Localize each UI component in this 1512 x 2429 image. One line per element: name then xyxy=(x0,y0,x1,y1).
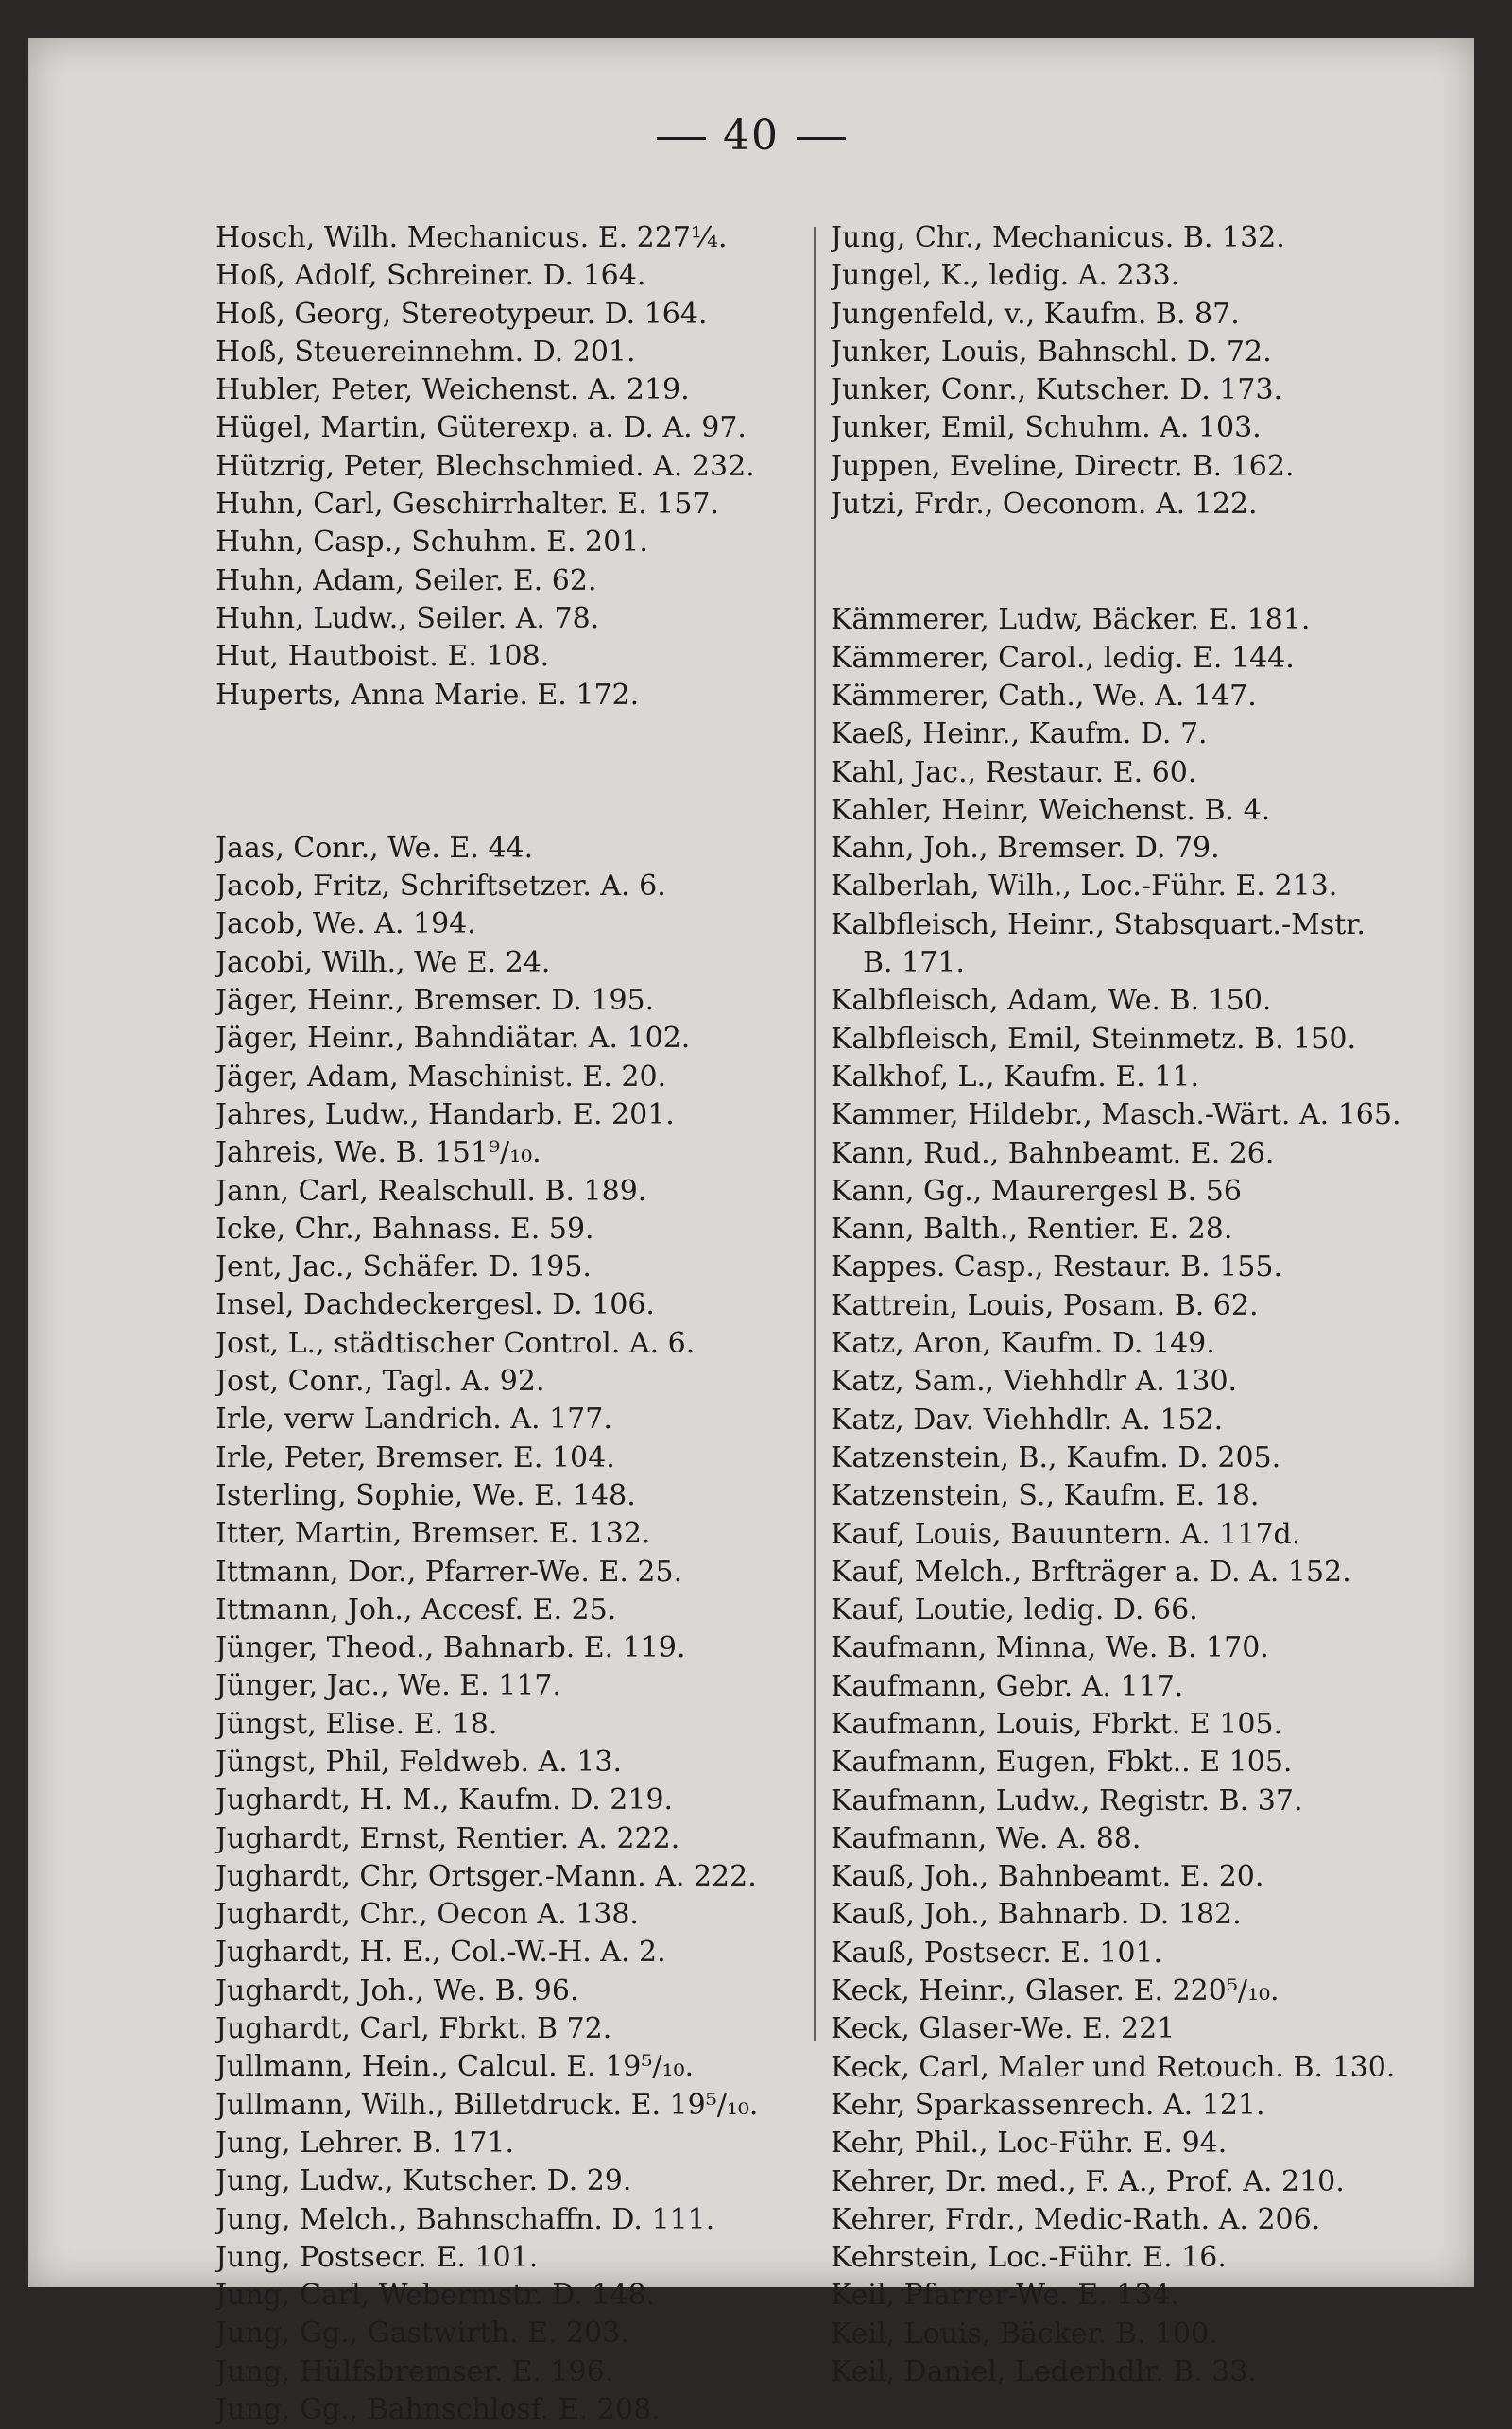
directory-entry: Hoß, Adolf, Schreiner. D. 164. xyxy=(215,259,646,293)
header-dash-left xyxy=(657,137,706,140)
directory-entry: Kauf, Melch., Brfträger a. D. A. 152. xyxy=(831,1555,1351,1589)
directory-entry: Kaufmann, Eugen, Fbkt.. E 105. xyxy=(831,1746,1293,1780)
directory-entry: Junker, Louis, Bahnschl. D. 72. xyxy=(831,335,1272,369)
directory-entry: Jughardt, Joh., We. B. 96. xyxy=(215,1973,579,2007)
directory-entry: Kalberlah, Wilh., Loc.-Führ. E. 213. xyxy=(831,870,1338,904)
directory-entry: Jann, Carl, Realschull. B. 189. xyxy=(215,1174,647,1208)
directory-entry: Jungel, K., ledig. A. 233. xyxy=(831,259,1180,293)
right-column xyxy=(831,219,1445,2391)
directory-entry: Huperts, Anna Marie. E. 172. xyxy=(215,678,640,712)
directory-entry: Jughardt, H. E., Col.-W.-H. A. 2. xyxy=(215,1936,666,1970)
directory-entry: Kattrein, Louis, Posam. B. 62. xyxy=(831,1288,1259,1322)
directory-entry: Keck, Heinr., Glaser. E. 220⁵/₁₀. xyxy=(831,1974,1280,2008)
directory-entry: Hosch, Wilh. Mechanicus. E. 227¼. xyxy=(215,221,728,254)
left-column xyxy=(215,219,820,2429)
directory-entry: Jughardt, Chr., Oecon A. 138. xyxy=(215,1898,639,1932)
directory-entry: Ittmann, Joh., Accesf. E. 25. xyxy=(215,1593,617,1627)
directory-entry: Jacob, Fritz, Schriftsetzer. A. 6. xyxy=(215,870,666,904)
directory-entry: Irle, Peter, Bremser. E. 104. xyxy=(215,1440,615,1474)
directory-entry: Junker, Emil, Schuhm. A. 103. xyxy=(831,411,1262,445)
directory-entry: Jung, Melch., Bahnschaffn. D. 111. xyxy=(215,2202,715,2236)
directory-entry: Insel, Dachdeckergesl. D. 106. xyxy=(215,1288,655,1322)
directory-entry: Huhn, Adam, Seiler. E. 62. xyxy=(215,563,597,597)
directory-entry: Jung, Lehrer. B. 171. xyxy=(215,2126,515,2160)
directory-entry: Jughardt, Ernst, Rentier. A. 222. xyxy=(215,1821,680,1855)
directory-entry: Jacobi, Wilh., We E. 24. xyxy=(215,945,551,979)
page-header xyxy=(28,112,1474,160)
directory-entry: Kehrer, Dr. med., F. A., Prof. A. 210. xyxy=(831,2164,1345,2198)
directory-entry: Jaas, Conr., We. E. 44. xyxy=(215,831,534,865)
directory-entry: Kahl, Jac., Restaur. E. 60. xyxy=(831,755,1197,789)
directory-entry: Kaufmann, Ludw., Registr. B. 37. xyxy=(831,1783,1303,1817)
directory-entry: Jutzi, Frdr., Oeconom. A. 122. xyxy=(831,488,1258,522)
directory-entry: Kammer, Hildebr., Masch.-Wärt. A. 165. xyxy=(831,1098,1401,1132)
directory-entry: Kalkhof, L., Kaufm. E. 11. xyxy=(831,1059,1200,1094)
directory-entry: Kappes. Casp., Restaur. B. 155. xyxy=(831,1250,1283,1284)
directory-entry: Jünger, Theod., Bahnarb. E. 119. xyxy=(215,1631,686,1665)
directory-entry: Ittmann, Dor., Pfarrer-We. E. 25. xyxy=(215,1555,683,1589)
directory-entry: Jacob, We. A. 194. xyxy=(215,907,476,941)
directory-entry: Kauß, Postsecr. E. 101. xyxy=(831,1936,1163,1970)
directory-entry: Jung, Gg., Bahnschlosf. E. 208. xyxy=(215,2393,661,2427)
page-number: 40 xyxy=(723,112,780,160)
directory-entry: Jäger, Heinr., Bahndiätar. A. 102. xyxy=(215,1022,691,1056)
directory-entry: Kaufmann, We. A. 88. xyxy=(831,1821,1142,1855)
directory-entry: Jost, L., städtischer Control. A. 6. xyxy=(215,1326,696,1360)
directory-entry: Kehr, Phil., Loc-Führ. E. 94. xyxy=(831,2127,1228,2161)
directory-entry: Keck, Carl, Maler und Retouch. B. 130. xyxy=(831,2050,1396,2084)
directory-entry: Huhn, Carl, Geschirrhalter. E. 157. xyxy=(215,488,720,522)
directory-entry: Kauß, Joh., Bahnbeamt. E. 20. xyxy=(831,1860,1264,1894)
directory-entry: Jung, Chr., Mechanicus. B. 132. xyxy=(831,221,1285,254)
directory-entry: Kann, Rud., Bahnbeamt. E. 26. xyxy=(831,1136,1275,1170)
directory-entry: Kämmerer, Ludw, Bäcker. E. 181. xyxy=(831,603,1311,637)
directory-entry: Hügel, Martin, Güterexp. a. D. A. 97. xyxy=(215,411,747,445)
directory-entry: Jüngst, Phil, Feldweb. A. 13. xyxy=(215,1745,623,1779)
directory-entry: Jüngst, Elise. E. 18. xyxy=(215,1707,498,1741)
block-j-continued xyxy=(831,219,1445,524)
block-gap xyxy=(215,715,820,830)
directory-entry: Jahreis, We. B. 151⁹/₁₀. xyxy=(215,1136,541,1170)
directory-entry: Jullmann, Wilh., Billetdruck. E. 19⁵/₁₀. xyxy=(215,2088,759,2122)
block-k-continued xyxy=(831,982,1445,2391)
directory-entry: Jünger, Jac., We. E. 117. xyxy=(215,1669,562,1703)
directory-entry: Hut, Hautboist. E. 108. xyxy=(215,640,550,674)
block-gap xyxy=(831,524,1445,601)
directory-entry: Kaeß, Heinr., Kaufm. D. 7. xyxy=(831,717,1208,751)
directory-entry: Jent, Jac., Schäfer. D. 195. xyxy=(215,1250,592,1284)
directory-entry: Junker, Conr., Kutscher. D. 173. xyxy=(831,373,1283,407)
directory-page xyxy=(28,38,1474,2427)
directory-entry: Keil, Pfarrer-We. E. 134. xyxy=(831,2279,1180,2313)
directory-entry: Kann, Gg., Maurergesl B. 56 xyxy=(831,1174,1242,1208)
directory-entry: Kauf, Louis, Bauuntern. A. 117d. xyxy=(831,1517,1301,1551)
directory-entry: Kehr, Sparkassenrech. A. 121. xyxy=(831,2088,1265,2122)
directory-entry: Jung, Hülfsbremser. E. 196. xyxy=(215,2354,614,2388)
directory-entry: Hützrig, Peter, Blechschmied. A. 232. xyxy=(215,449,755,483)
block-k xyxy=(831,601,1445,944)
directory-entry: Kalbfleisch, Heinr., Stabsquart.-Mstr. xyxy=(831,907,1366,941)
directory-entry: Kalbfleisch, Adam, We. B. 150. xyxy=(831,984,1272,1018)
directory-entry: Jahres, Ludw., Handarb. E. 201. xyxy=(215,1097,675,1131)
directory-entry: Katz, Aron, Kaufm. D. 149. xyxy=(831,1327,1215,1361)
directory-entry: Huhn, Ludw., Seiler. A. 78. xyxy=(215,601,600,635)
directory-entry: Jung, Gg., Gastwirth. E. 203. xyxy=(215,2317,629,2351)
directory-entry: Kaufmann, Minna, We. B. 170. xyxy=(831,1631,1269,1665)
block-j xyxy=(215,830,820,2429)
directory-entry: Jost, Conr., Tagl. A. 92. xyxy=(215,1365,545,1399)
directory-entry: Keil, Louis, Bäcker. B. 100. xyxy=(831,2317,1218,2351)
block-h xyxy=(215,219,820,715)
directory-entry: Katzenstein, S., Kaufm. E. 18. xyxy=(831,1479,1260,1513)
directory-entry: Jullmann, Hein., Calcul. E. 19⁵/₁₀. xyxy=(215,2050,695,2084)
directory-entry: Kauf, Loutie, ledig. D. 66. xyxy=(831,1593,1198,1628)
directory-entry: Jung, Ludw., Kutscher. D. 29. xyxy=(215,2164,632,2198)
directory-entry: Kann, Balth., Rentier. E. 28. xyxy=(831,1213,1233,1247)
directory-entry: Kahn, Joh., Bremser. D. 79. xyxy=(831,832,1220,866)
directory-entry: Kauß, Joh., Bahnarb. D. 182. xyxy=(831,1898,1242,1932)
directory-entry: Jughardt, Chr, Ortsger.-Mann. A. 222. xyxy=(215,1859,757,1893)
directory-entry-continuation: B. 171. xyxy=(863,946,965,980)
directory-entry: Icke, Chr., Bahnass. E. 59. xyxy=(215,1212,594,1246)
directory-entry: Kehrer, Frdr., Medic-Rath. A. 206. xyxy=(831,2202,1321,2236)
directory-entry: Itter, Martin, Bremser. E. 132. xyxy=(215,1517,651,1551)
directory-entry: Hoß, Georg, Stereotypeur. D. 164. xyxy=(215,297,708,331)
directory-entry: Huhn, Casp., Schuhm. E. 201. xyxy=(215,525,648,560)
directory-entry: Jung, Carl, Webermstr. D. 148. xyxy=(215,2279,656,2313)
directory-entry: Kaufmann, Louis, Fbrkt. E 105. xyxy=(831,1707,1283,1741)
directory-entry: Katz, Dav. Viehhdlr. A. 152. xyxy=(831,1403,1224,1437)
header-dash-right xyxy=(797,137,846,140)
directory-entry: Jäger, Adam, Maschinist. E. 20. xyxy=(215,1059,667,1094)
directory-entry: Juppen, Eveline, Directr. B. 162. xyxy=(831,449,1295,483)
directory-entry: Kämmerer, Carol., ledig. E. 144. xyxy=(831,641,1295,675)
directory-entry: Katz, Sam., Viehhdlr A. 130. xyxy=(831,1365,1238,1399)
directory-entry: Hoß, Steuereinnehm. D. 201. xyxy=(215,335,636,369)
directory-entry: Jung, Postsecr. E. 101. xyxy=(215,2240,539,2274)
directory-entry: Irle, verw Landrich. A. 177. xyxy=(215,1403,612,1437)
directory-entry: Kalbfleisch, Emil, Steinmetz. B. 150. xyxy=(831,1022,1356,1056)
directory-entry: Jughardt, H. M., Kaufm. D. 219. xyxy=(215,1783,674,1817)
directory-entry: Jungenfeld, v., Kaufm. B. 87. xyxy=(831,297,1240,331)
directory-entry: Kaufmann, Gebr. A. 117. xyxy=(831,1669,1184,1703)
directory-entry: Kehrstein, Loc.-Führ. E. 16. xyxy=(831,2241,1227,2275)
directory-entry: Katzenstein, B., Kaufm. D. 205. xyxy=(831,1440,1281,1474)
directory-entry: Keck, Glaser-We. E. 221 xyxy=(831,2012,1176,2046)
directory-entry: Kahler, Heinr, Weichenst. B. 4. xyxy=(831,793,1271,827)
directory-entry: Jughardt, Carl, Fbrkt. B 72. xyxy=(215,2012,612,2046)
directory-entry: Hubler, Peter, Weichenst. A. 219. xyxy=(215,373,690,407)
directory-entry: Isterling, Sophie, We. E. 148. xyxy=(215,1478,636,1512)
directory-entry: Jäger, Heinr., Bremser. D. 195. xyxy=(215,984,655,1018)
directory-entry: Kämmerer, Cath., We. A. 147. xyxy=(831,679,1257,713)
directory-entry: Keil, Daniel, Lederhdlr. B. 33. xyxy=(831,2355,1257,2389)
